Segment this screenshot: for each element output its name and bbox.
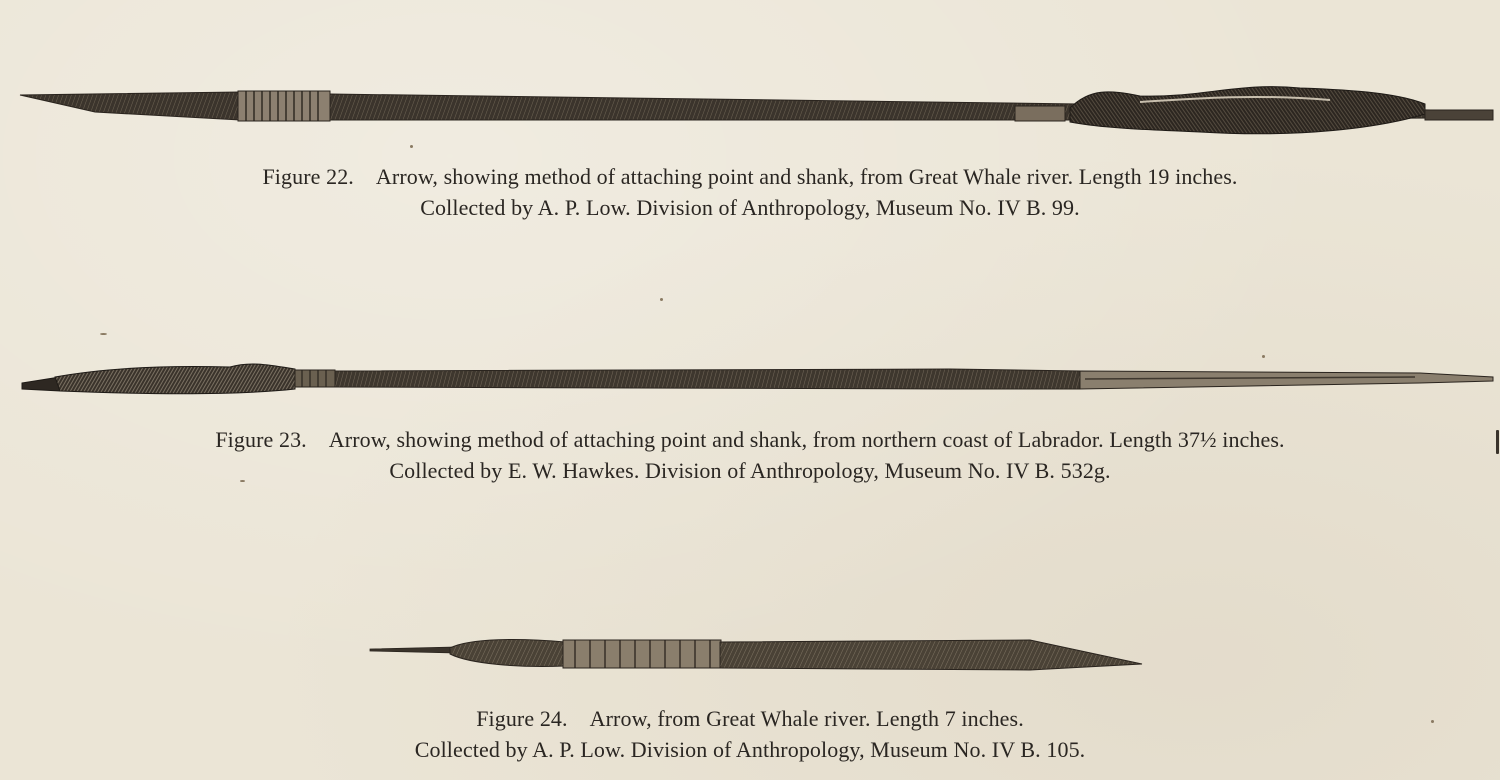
figure-23-arrow-fletching: [55, 364, 295, 394]
paper-speck: [1431, 720, 1434, 723]
figure-23-arrow-illustration: [0, 355, 1500, 405]
figure-24-description: Arrow, from Great Whale river. Length 7 inches.: [589, 706, 1024, 731]
figure-23-caption: [0, 424, 1500, 486]
figure-22-description: Arrow, showing method of attaching point and shank, from Great Whale river. Length 19 inches.: [375, 164, 1238, 189]
paper-speck: [240, 480, 245, 482]
paper-speck: [1496, 430, 1499, 454]
figure-24-arrow-binding: [563, 640, 721, 668]
paper-speck: [660, 298, 663, 301]
figure-24-arrow-illustration: [0, 630, 1500, 680]
paper-speck: [1262, 355, 1265, 358]
figure-23-description: Arrow, showing method of attaching point and shank, from northern coast of Labrador. Length 37½ inches.: [328, 427, 1285, 452]
figure-22-arrow-binding: [238, 91, 330, 121]
figure-24-caption: [0, 703, 1500, 765]
figure-24-collection: Collected by A. P. Low. Division of Anthropology, Museum No. IV B. 105.: [414, 737, 1086, 762]
figure-22-caption: [0, 161, 1500, 223]
figure-22-collection: Collected by A. P. Low. Division of Anthropology, Museum No. IV B. 99.: [420, 195, 1080, 220]
figure-22-arrow-illustration: [0, 80, 1500, 140]
figure-24-arrow-tang: [370, 647, 455, 653]
paper-speck: [100, 333, 107, 335]
figure-23-arrow-point: [1080, 371, 1493, 389]
figure-24-arrow-shank: [450, 640, 565, 667]
figure-22-arrow-fletching: [1070, 87, 1425, 134]
figure-22-arrow-nock: [1425, 110, 1493, 120]
figure-24-arrow-blade: [720, 640, 1142, 670]
figure-22-label: Figure 22.: [262, 164, 354, 189]
figure-23-arrow-shaft: [335, 369, 1080, 389]
figure-23-label: Figure 23.: [215, 427, 307, 452]
figure-24-label: Figure 24.: [476, 706, 568, 731]
paper-speck: [410, 145, 413, 148]
figure-23-collection: Collected by E. W. Hawkes. Division of Anthropology, Museum No. IV B. 532g.: [389, 458, 1111, 483]
figure-22-arrow-point: [20, 92, 240, 120]
figure-23-arrow-nock: [22, 377, 60, 391]
